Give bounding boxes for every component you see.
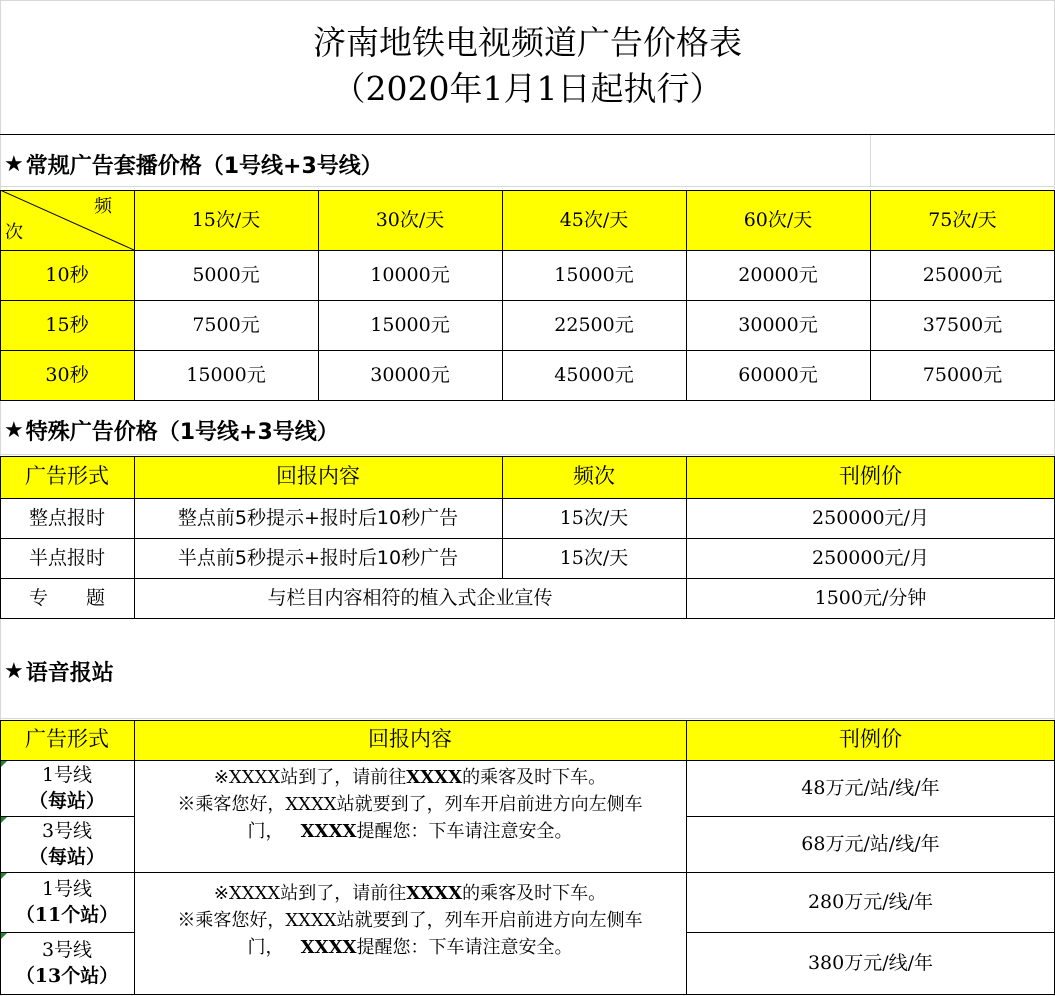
border bbox=[0, 618, 1055, 619]
column-header: 45次/天 bbox=[559, 208, 629, 231]
border bbox=[0, 538, 1055, 539]
ad-price: 250000元/月 bbox=[812, 546, 929, 569]
section-heading-special bbox=[4, 414, 339, 446]
page-title bbox=[0, 20, 1055, 112]
price-cell: 30000元 bbox=[738, 313, 818, 336]
ad-content: 整点前5秒提示+报时后10秒广告 bbox=[177, 506, 459, 529]
column-header: 广告形式 bbox=[0, 456, 134, 498]
cell-marker-icon bbox=[1, 933, 7, 939]
ad-content: 半点前5秒提示+报时后10秒广告 bbox=[177, 546, 459, 569]
price-cell: 15000元 bbox=[370, 313, 450, 336]
column-header: 频次 bbox=[502, 456, 686, 498]
message-bold: XXXX bbox=[300, 937, 357, 958]
price-cell: 45000元 bbox=[554, 363, 634, 386]
border bbox=[686, 816, 1055, 817]
gridline bbox=[0, 186, 1055, 187]
border bbox=[0, 720, 1055, 721]
border bbox=[134, 720, 135, 995]
border bbox=[870, 190, 871, 400]
price-cell: 22500元 bbox=[554, 313, 634, 336]
price-cell: 30000元 bbox=[370, 363, 450, 386]
message-text: 门， bbox=[247, 937, 284, 958]
border bbox=[0, 816, 134, 817]
row-label: 10秒 bbox=[45, 263, 89, 286]
border bbox=[134, 456, 135, 618]
line-scope-cell bbox=[0, 872, 134, 932]
line-label: 3号线 bbox=[41, 820, 93, 842]
cell-marker-icon bbox=[1, 817, 7, 823]
message-bold: XXXX bbox=[406, 767, 463, 788]
price-cell: 10000元 bbox=[370, 263, 450, 286]
price-cell: 20000元 bbox=[738, 263, 818, 286]
column-header: 75次/天 bbox=[928, 208, 997, 231]
border bbox=[0, 498, 1055, 499]
column-header: 刊例价 bbox=[686, 456, 1055, 498]
column-header: 30次/天 bbox=[375, 208, 445, 231]
price-cell: 25000元 bbox=[922, 263, 1003, 286]
ad-form: 整点报时 bbox=[28, 506, 105, 529]
border bbox=[0, 300, 1055, 301]
scope-label: （每站） bbox=[28, 846, 105, 868]
section-heading-text: 特殊广告价格（1号线+3号线） bbox=[25, 419, 339, 445]
line-scope-cell bbox=[0, 932, 134, 994]
gridline bbox=[870, 134, 871, 186]
message-text: ※XXXX站到了，请前往 bbox=[213, 767, 407, 788]
title-line-2: （2020年1月1日起执行） bbox=[332, 69, 723, 108]
ad-content: 与栏目内容相符的植入式企业宣传 bbox=[267, 586, 553, 609]
border bbox=[0, 720, 1, 995]
line-scope-cell bbox=[0, 816, 134, 872]
column-header: 回报内容 bbox=[134, 720, 686, 760]
border bbox=[686, 190, 687, 400]
corner-label-top: 频 bbox=[94, 196, 112, 217]
star-icon: ★ bbox=[4, 417, 24, 443]
line-label: 3号线 bbox=[41, 939, 93, 961]
announcement-price: 380万元/线/年 bbox=[807, 951, 934, 974]
star-icon: ★ bbox=[4, 658, 24, 684]
announcement-content bbox=[134, 760, 686, 872]
scope-label: （11个站） bbox=[15, 904, 119, 926]
price-cell: 15000元 bbox=[186, 363, 266, 386]
ad-price: 250000元/月 bbox=[812, 506, 929, 529]
scope-label: （每站） bbox=[28, 790, 105, 812]
column-header: 回报内容 bbox=[134, 456, 502, 498]
cell-marker-icon bbox=[1, 873, 7, 879]
price-cell: 5000元 bbox=[192, 263, 260, 286]
ad-form: 半点报时 bbox=[28, 546, 105, 569]
announcement-content bbox=[134, 872, 686, 994]
announcement-price: 280万元/线/年 bbox=[807, 890, 934, 913]
border bbox=[686, 456, 687, 618]
border bbox=[502, 190, 503, 400]
message-text: 提醒您：下车请注意安全。 bbox=[356, 937, 573, 958]
scope-label: （13个站） bbox=[15, 965, 119, 987]
section-heading-announcement bbox=[4, 654, 114, 688]
price-cell: 75000元 bbox=[922, 363, 1003, 386]
row-label: 15秒 bbox=[45, 313, 89, 336]
border bbox=[0, 578, 1055, 579]
announcement-price: 68万元/站/线/年 bbox=[801, 832, 940, 855]
title-divider bbox=[0, 134, 1055, 135]
section-heading-regular bbox=[4, 148, 383, 180]
gridline bbox=[0, 454, 1055, 455]
ad-price: 1500元/分钟 bbox=[814, 586, 927, 609]
gridline bbox=[0, 718, 1055, 719]
line-label: 1号线 bbox=[41, 764, 93, 786]
border bbox=[686, 932, 1055, 933]
border bbox=[0, 400, 1055, 401]
border bbox=[0, 456, 1, 618]
border bbox=[318, 190, 319, 400]
ad-frequency: 15次/天 bbox=[559, 506, 629, 529]
message-text: ※XXXX站到了，请前往 bbox=[213, 883, 407, 904]
message-text: 提醒您：下车请注意安全。 bbox=[356, 821, 573, 842]
border bbox=[0, 350, 1055, 351]
message-bold: XXXX bbox=[300, 821, 357, 842]
corner-cell bbox=[0, 190, 134, 250]
column-header: 15次/天 bbox=[191, 208, 261, 231]
message-text: ※乘客您好，XXXX站就要到了，列车开启前进方向左侧车 bbox=[177, 910, 643, 931]
announcement-price: 48万元/站/线/年 bbox=[801, 776, 940, 799]
ad-frequency: 15次/天 bbox=[559, 546, 629, 569]
border bbox=[0, 994, 1055, 995]
message-text: 的乘客及时下车。 bbox=[462, 883, 607, 904]
price-cell: 37500元 bbox=[922, 313, 1003, 336]
border bbox=[0, 250, 1055, 251]
message-text: ※乘客您好，XXXX站就要到了，列车开启前进方向左侧车 bbox=[177, 794, 643, 815]
section-heading-text: 常规广告套播价格（1号线+3号线） bbox=[25, 153, 383, 179]
column-header: 广告形式 bbox=[0, 720, 134, 760]
message-text: 门， bbox=[247, 821, 284, 842]
border bbox=[0, 872, 1055, 873]
border bbox=[0, 456, 1055, 457]
row-label: 30秒 bbox=[45, 363, 89, 386]
border bbox=[0, 190, 1055, 191]
border bbox=[0, 760, 1055, 761]
price-cell: 7500元 bbox=[192, 313, 260, 336]
border bbox=[686, 720, 687, 995]
column-header: 60次/天 bbox=[743, 208, 813, 231]
line-scope-cell bbox=[0, 760, 134, 816]
price-cell: 15000元 bbox=[554, 263, 634, 286]
border bbox=[0, 190, 1, 400]
title-line-1: 济南地铁电视频道广告价格表 bbox=[313, 23, 742, 62]
border bbox=[502, 456, 503, 578]
section-heading-text: 语音报站 bbox=[25, 660, 114, 686]
star-icon: ★ bbox=[4, 151, 24, 177]
price-cell: 60000元 bbox=[738, 363, 818, 386]
border bbox=[134, 190, 135, 400]
gridline bbox=[0, 0, 1055, 1]
line-label: 1号线 bbox=[41, 878, 93, 900]
message-text: 的乘客及时下车。 bbox=[462, 767, 607, 788]
column-header: 刊例价 bbox=[686, 720, 1055, 760]
message-bold: XXXX bbox=[406, 883, 463, 904]
ad-form: 专 题 bbox=[28, 586, 105, 609]
cell-marker-icon bbox=[1, 761, 7, 767]
border bbox=[0, 932, 134, 933]
corner-label-bottom: 次 bbox=[5, 222, 23, 243]
